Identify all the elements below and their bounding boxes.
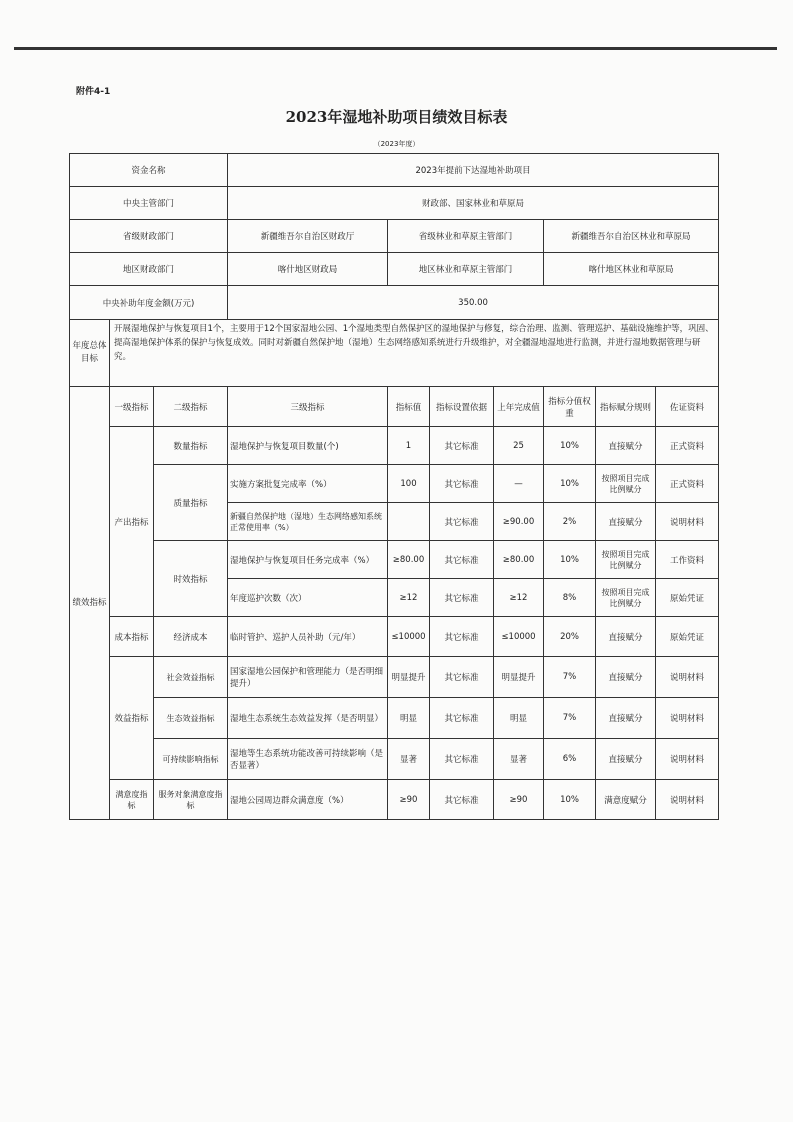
row-evidence: 正式资料 [656, 465, 719, 503]
group-satisfaction: 满意度指标 [110, 780, 154, 820]
sub-time: 时效指标 [154, 541, 228, 617]
group-benefit: 效益指标 [110, 657, 154, 780]
group-cost: 成本指标 [110, 617, 154, 657]
prov-finance-label: 省级财政部门 [70, 220, 228, 253]
row-name: 湿地生态系统生态效益发挥（是否明显） [228, 698, 388, 739]
sub-economic: 经济成本 [154, 617, 228, 657]
row-weight: 20% [544, 617, 596, 657]
row-basis: 其它标准 [430, 579, 494, 617]
year-label: （2023年度） [373, 140, 420, 148]
row-value: ≥12 [388, 579, 430, 617]
row-name: 临时管护、巡护人员补助（元/年） [228, 617, 388, 657]
row-basis: 其它标准 [430, 617, 494, 657]
row-rule: 按照项目完成比例赋分 [596, 465, 656, 503]
local-finance: 喀什地区财政局 [228, 253, 388, 286]
sub-service: 服务对象满意度指标 [154, 780, 228, 820]
local-forest: 喀什地区林业和草原局 [544, 253, 719, 286]
row-basis: 其它标准 [430, 739, 494, 780]
sub-quantity: 数量指标 [154, 427, 228, 465]
row-last: 明显 [494, 698, 544, 739]
header-rule: 指标赋分规则 [596, 387, 656, 427]
header-value: 指标值 [388, 387, 430, 427]
page-title: 2023年湿地补助项目绩效目标表 [285, 108, 508, 126]
row-basis: 其它标准 [430, 427, 494, 465]
header-weight: 指标分值权重 [544, 387, 596, 427]
row-name: 年度巡护次数（次） [228, 579, 388, 617]
sub-sustain: 可持续影响指标 [154, 739, 228, 780]
sub-eco: 生态效益指标 [154, 698, 228, 739]
row-basis: 其它标准 [430, 698, 494, 739]
fund-name: 2023年提前下达湿地补助项目 [228, 154, 719, 187]
row-weight: 10% [544, 427, 596, 465]
row-weight: 2% [544, 503, 596, 541]
local-finance-label: 地区财政部门 [70, 253, 228, 286]
row-basis: 其它标准 [430, 541, 494, 579]
row-rule: 直接赋分 [596, 739, 656, 780]
row-value: ≤10000 [388, 617, 430, 657]
row-basis: 其它标准 [430, 465, 494, 503]
row-weight: 10% [544, 465, 596, 503]
top-rule [14, 47, 777, 50]
header-basis: 指标设置依据 [430, 387, 494, 427]
header-level2: 二级指标 [154, 387, 228, 427]
row-evidence: 说明材料 [656, 739, 719, 780]
amount-value: 350.00 [228, 286, 719, 320]
central-dept: 财政部、国家林业和草原局 [228, 187, 719, 220]
row-basis: 其它标准 [430, 657, 494, 698]
row-last: 显著 [494, 739, 544, 780]
row-last: 明显提升 [494, 657, 544, 698]
row-evidence: 原始凭证 [656, 617, 719, 657]
central-dept-label: 中央主管部门 [70, 187, 228, 220]
local-forest-label: 地区林业和草原主管部门 [388, 253, 544, 286]
amount-label: 中央补助年度金额(万元) [70, 286, 228, 320]
goal-label: 年度总体目标 [70, 320, 110, 387]
row-rule: 按照项目完成比例赋分 [596, 579, 656, 617]
row-rule: 满意度赋分 [596, 780, 656, 820]
prov-forest: 新疆维吾尔自治区林业和草原局 [544, 220, 719, 253]
row-name: 湿地保护与恢复项目数量(个) [228, 427, 388, 465]
row-value: 1 [388, 427, 430, 465]
goal-text: 开展湿地保护与恢复项目1个，主要用于12个国家湿地公园、1个湿地类型自然保护区的湿地保护与修复，综合治理、监测、管理巡护、基础设施维护等，巩固、提高湿地保护体系的保护与恢复成效。同时对新疆自然保护地（湿地）生态网络感知系统进行升级维护，对全疆湿地湿地进行监测，并进行湿地数据管理与研究。 [110, 320, 719, 387]
row-last: 25 [494, 427, 544, 465]
row-value: 明显提升 [388, 657, 430, 698]
header-level3: 三级指标 [228, 387, 388, 427]
row-name: 湿地保护与恢复项目任务完成率（%） [228, 541, 388, 579]
row-rule: 按照项目完成比例赋分 [596, 541, 656, 579]
row-evidence: 说明材料 [656, 657, 719, 698]
row-rule: 直接赋分 [596, 698, 656, 739]
row-last: ≤10000 [494, 617, 544, 657]
group-output: 产出指标 [110, 427, 154, 617]
sub-social: 社会效益指标 [154, 657, 228, 698]
row-value: 100 [388, 465, 430, 503]
row-value [388, 503, 430, 541]
row-name: 实施方案批复完成率（%） [228, 465, 388, 503]
header-evidence: 佐证资料 [656, 387, 719, 427]
row-last: ≥90 [494, 780, 544, 820]
row-basis: 其它标准 [430, 780, 494, 820]
row-evidence: 原始凭证 [656, 579, 719, 617]
row-evidence: 说明材料 [656, 698, 719, 739]
row-value: ≥80.00 [388, 541, 430, 579]
header-last: 上年完成值 [494, 387, 544, 427]
row-value: ≥90 [388, 780, 430, 820]
row-evidence: 说明材料 [656, 780, 719, 820]
sub-quality: 质量指标 [154, 465, 228, 541]
row-weight: 10% [544, 541, 596, 579]
row-weight: 8% [544, 579, 596, 617]
row-value: 显著 [388, 739, 430, 780]
row-last: — [494, 465, 544, 503]
row-name: 国家湿地公园保护和管理能力（是否明细提升） [228, 657, 388, 698]
perf-label: 绩效指标 [70, 387, 110, 820]
row-name: 新疆自然保护地（湿地）生态网络感知系统正常使用率（%） [228, 503, 388, 541]
row-name: 湿地公园周边群众满意度（%） [228, 780, 388, 820]
header-level1: 一级指标 [110, 387, 154, 427]
row-rule: 直接赋分 [596, 427, 656, 465]
row-weight: 6% [544, 739, 596, 780]
row-evidence: 说明材料 [656, 503, 719, 541]
row-rule: 直接赋分 [596, 657, 656, 698]
row-evidence: 正式资料 [656, 427, 719, 465]
prov-finance: 新疆维吾尔自治区财政厅 [228, 220, 388, 253]
row-last: ≥90.00 [494, 503, 544, 541]
row-rule: 直接赋分 [596, 617, 656, 657]
row-weight: 7% [544, 698, 596, 739]
row-last: ≥80.00 [494, 541, 544, 579]
row-name: 湿地等生态系统功能改善可持续影响（是否显著） [228, 739, 388, 780]
prov-forest-label: 省级林业和草原主管部门 [388, 220, 544, 253]
row-weight: 7% [544, 657, 596, 698]
row-rule: 直接赋分 [596, 503, 656, 541]
performance-table [69, 153, 719, 820]
row-evidence: 工作资料 [656, 541, 719, 579]
row-value: 明显 [388, 698, 430, 739]
row-last: ≥12 [494, 579, 544, 617]
row-weight: 10% [544, 780, 596, 820]
row-basis: 其它标准 [430, 503, 494, 541]
attachment-label: 附件4-1 [76, 87, 111, 97]
fund-name-label: 资金名称 [70, 154, 228, 187]
